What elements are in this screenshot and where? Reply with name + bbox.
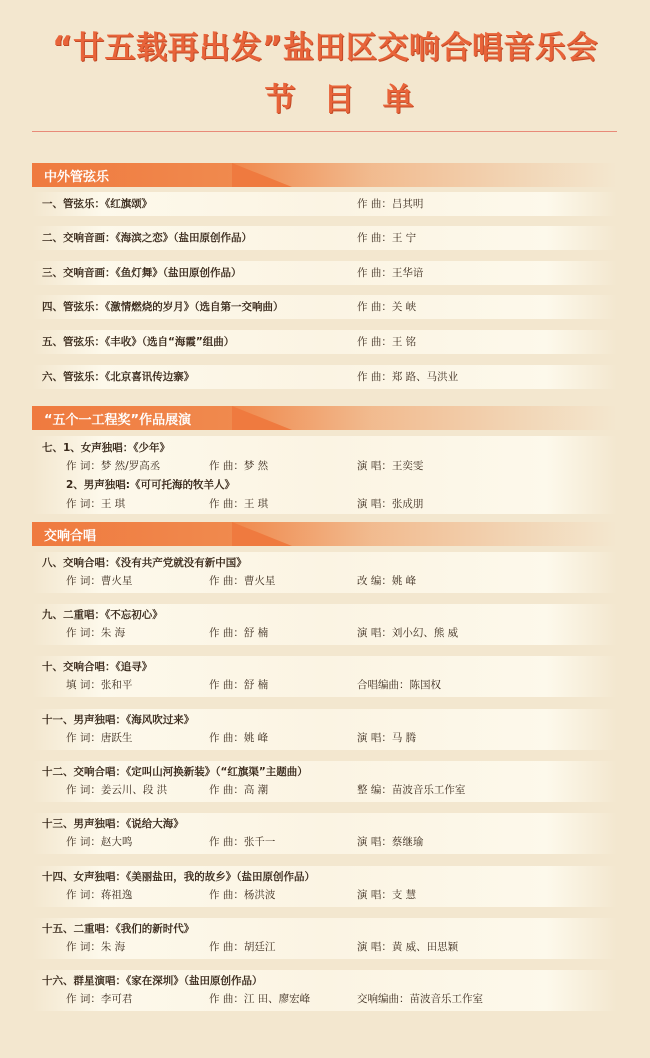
program-performer: 演 唱：张成朋 (357, 498, 424, 510)
program-row (32, 918, 617, 959)
program-title: 八、交响合唱：《没有共产党就没有新中国》 (42, 557, 247, 569)
program-lyricist: 作 词：姜云川、段 洪 (66, 784, 168, 796)
section-header-symphonic-chorus (32, 522, 617, 546)
program-title: 五、管弦乐：《丰收》（选自“海霞”组曲） (42, 336, 235, 348)
program-composer: 作 曲：吕其明 (357, 198, 424, 210)
program-lyricist: 作 词：梦 然/罗高丞 (66, 460, 161, 472)
program-row (32, 709, 617, 750)
program-lyricist: 填 词：张和平 (66, 679, 133, 691)
program-title: 六、管弦乐：《北京喜讯传边寨》 (42, 371, 195, 383)
program-row (32, 261, 617, 285)
program-lyricist: 作 词：曹火星 (66, 575, 133, 587)
program-composer: 作 曲：张千一 (209, 836, 276, 848)
program-composer: 作 曲：梦 然 (209, 460, 269, 472)
program-composer: 作 曲：姚 峰 (209, 732, 269, 744)
program-performer: 整 编：苗波音乐工作室 (357, 784, 466, 796)
section-header-orchestral (32, 163, 617, 187)
program-row (32, 970, 617, 1011)
page-subtitle: 节目单 (264, 82, 442, 118)
program-title: 十四、女声独唱：《美丽盐田，我的故乡》（盐田原创作品） (42, 871, 315, 883)
program-title: 三、交响音画：《鱼灯舞》（盐田原创作品） (42, 267, 242, 279)
program-row (32, 436, 617, 514)
program-row (32, 226, 617, 250)
program-row (32, 330, 617, 354)
program-performer: 交响编曲：苗波音乐工作室 (357, 993, 483, 1005)
program-title: 四、管弦乐：《激情燃烧的岁月》（选自第一交响曲） (42, 301, 284, 313)
program-composer: 作 曲：江 田、廖宏峰 (209, 993, 311, 1005)
program-composer: 作 曲：曹火星 (209, 575, 276, 587)
program-composer: 作 曲：高 潮 (209, 784, 269, 796)
program-row (32, 866, 617, 907)
program-performer: 演 唱：马 腾 (357, 732, 417, 744)
program-row (32, 295, 617, 319)
program-performer: 演 唱：蔡继瑜 (357, 836, 424, 848)
program-title: 七、1、女声独唱：《少年》 (42, 442, 171, 454)
program-performer: 演 唱：支 慧 (357, 889, 417, 901)
program-row (32, 604, 617, 645)
program-composer: 作 曲：杨洪波 (209, 889, 276, 901)
program-title: 十三、男声独唱：《说给大海》 (42, 818, 184, 830)
program-composer: 作 曲：舒 楠 (209, 679, 269, 691)
program-lyricist: 作 词：朱 海 (66, 941, 126, 953)
program-title: 十二、交响合唱：《定叫山河换新装》（“红旗渠”主题曲） (42, 766, 308, 778)
program-row (32, 813, 617, 854)
program-row (32, 192, 617, 216)
program-title: 十一、男声独唱：《海风吹过来》 (42, 714, 195, 726)
program-performer: 演 唱：王奕雯 (357, 460, 424, 472)
program-title: 一、管弦乐：《红旗颂》 (42, 198, 153, 210)
program-row (32, 761, 617, 802)
program-composer: 作 曲：郑 路、马洪业 (357, 371, 459, 383)
program-composer: 作 曲：王 琪 (209, 498, 269, 510)
program-lyricist: 作 词：蒋祖逸 (66, 889, 133, 901)
program-title: 2、男声独唱:《可可托海的牧羊人》 (66, 479, 236, 491)
program-title: 十、交响合唱：《追寻》 (42, 661, 153, 673)
program-title: 九、二重唱：《不忘初心》 (42, 609, 163, 621)
page-title: “廿五载再出发”盐田区交响合唱音乐会 (52, 30, 598, 66)
program-row (32, 656, 617, 697)
section-label: “五个一工程奖”作品展演 (44, 413, 192, 428)
program-title: 十五、二重唱：《我们的新时代》 (42, 923, 195, 935)
program-composer: 作 曲：王华谙 (357, 267, 424, 279)
section-label: 中外管弦乐 (44, 170, 110, 185)
program-composer: 作 曲：胡廷江 (209, 941, 276, 953)
program-lyricist: 作 词：赵大鸣 (66, 836, 133, 848)
divider (32, 131, 617, 132)
program-composer: 作 曲：王 宁 (357, 232, 417, 244)
program-performer: 合唱编曲：陈国权 (357, 679, 441, 691)
program-composer: 作 曲：王 铭 (357, 336, 417, 348)
program-lyricist: 作 词：唐跃生 (66, 732, 133, 744)
program-composer: 作 曲：关 峡 (357, 301, 417, 313)
program-lyricist: 作 词：李可君 (66, 993, 133, 1005)
program-lyricist: 作 词：王 琪 (66, 498, 126, 510)
section-header-award-works (32, 406, 617, 430)
program-performer: 演 唱：黄 威、田思颖 (357, 941, 459, 953)
program-performer: 演 唱：刘小幻、熊 威 (357, 627, 459, 639)
program-performer: 改 编：姚 峰 (357, 575, 417, 587)
program-composer: 作 曲：舒 楠 (209, 627, 269, 639)
program-row (32, 365, 617, 389)
program-row (32, 552, 617, 593)
section-label: 交响合唱 (44, 529, 97, 544)
program-title: 十六、群星演唱：《家在深圳》（盐田原创作品） (42, 975, 263, 987)
program-lyricist: 作 词：朱 海 (66, 627, 126, 639)
program-title: 二、交响音画：《海滨之恋》（盐田原创作品） (42, 232, 252, 244)
